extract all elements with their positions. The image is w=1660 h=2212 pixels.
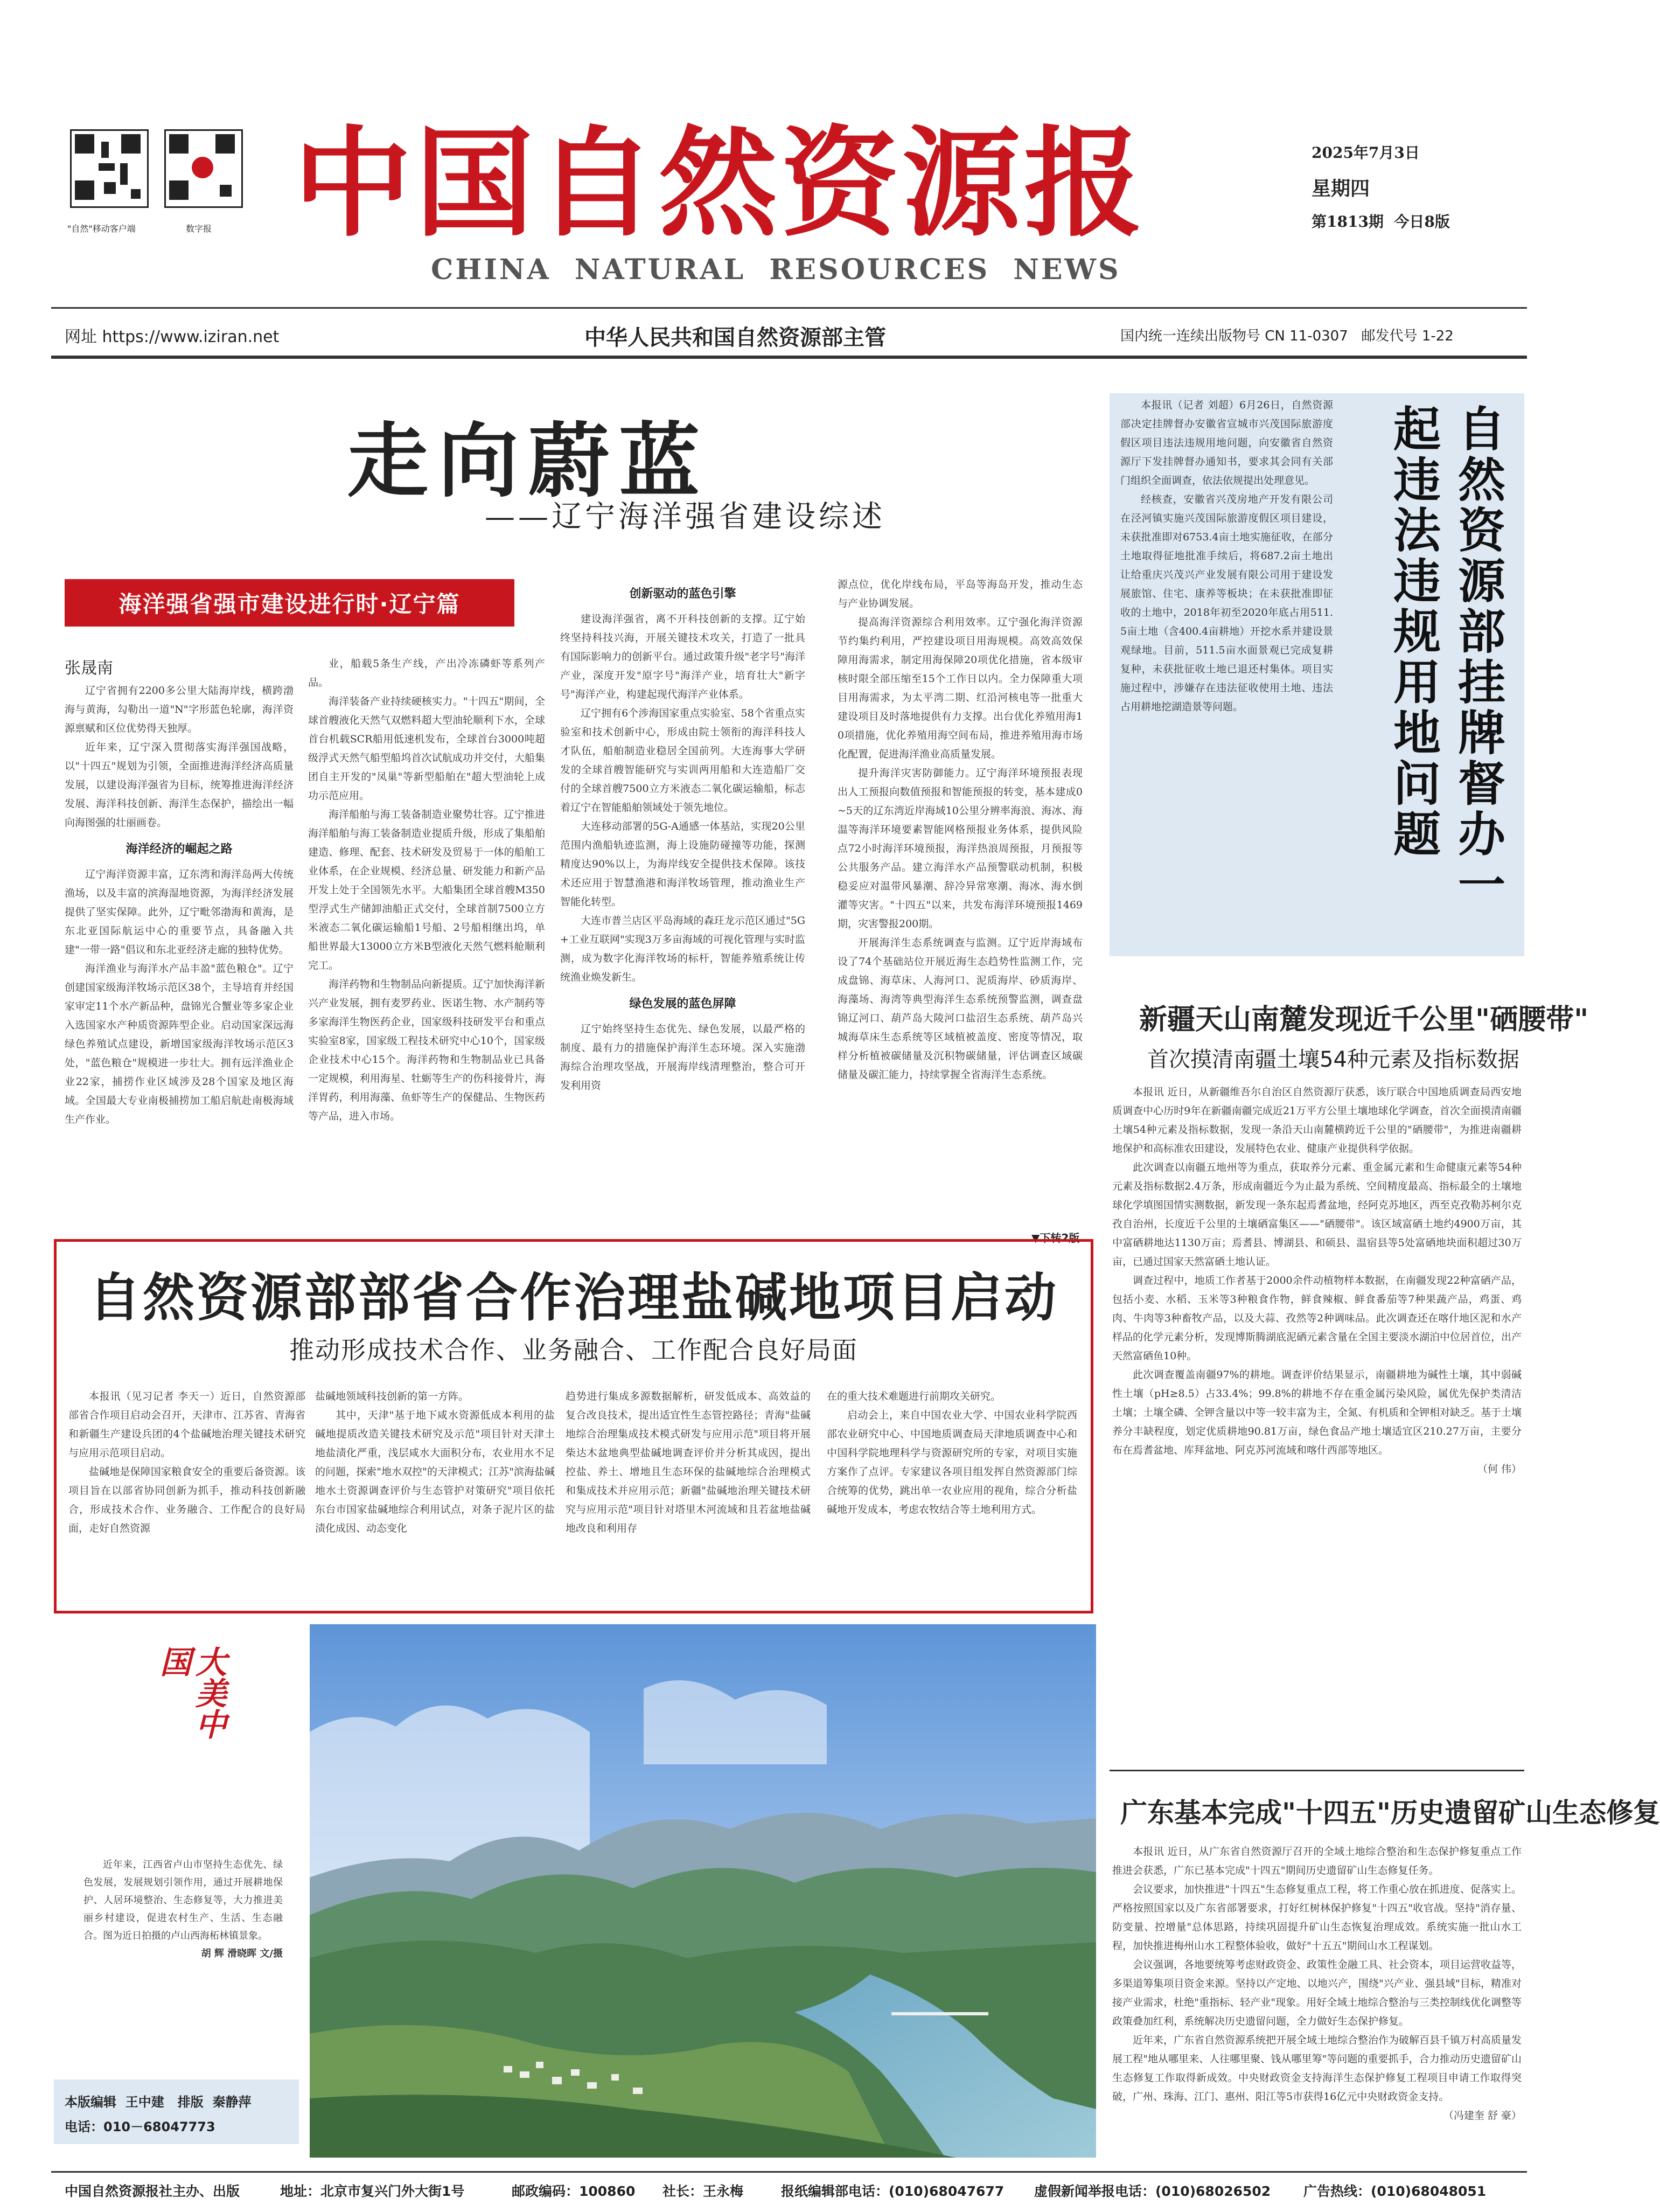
- lead-column-1: [65, 681, 294, 1129]
- footer-ad-phone: 广告热线：(010)68048051: [1303, 2183, 1487, 2199]
- xinjiang-paragraph: 调查过程中，地质工作者基于2000余件动植物样本数据，在南疆发现22种富硒产品，包括小麦、水稻、玉米等3种粮食作物，鲜食辣椒、鲜食番茄等7种果蔬产品，鸡蛋、鸡肉、牛肉等3种畜牧产品，以及大蒜、孜然等2种调味品。此次调查还在喀什地区泥和水产样品的化学元素分析，发现博斯腾湖底泥硒元素含量在全国主要淡水湖泊中位居首位，出产天然富硒鱼10种。: [1112, 1275, 1522, 1362]
- guangdong-headline: 广东基本完成"十四五"历史遗留矿山生态修复: [1120, 1797, 1660, 1828]
- newspaper-title-en: CHINA NATURAL RESOURCES NEWS: [431, 253, 1121, 286]
- xinjiang-paragraph: 此次调查覆盖南疆97%的耕地。调查评价结果显示，南疆耕地为碱性土壤，其中弱碱性土壤（pH≥8.5）占33.4%；99.8%的耕地不存在重金属污染风险，属优先保护类清洁土壤；土壤全磷、全钾含量以中等一较丰富为主，全氮、有机质和全钾相对缺乏。基于土壤养分丰缺程度，划定优质耕地90.81万亩，绿色食品产地土壤适宜区210.27万亩，主要分布在焉耆盆地、库拜盆地、阿克苏河流域和喀什西部等地区。: [1112, 1369, 1522, 1456]
- saline-paragraph: 盐碱地领域科技创新的第一方阵。: [315, 1390, 469, 1402]
- xinjiang-headline: 新疆天山南麓发现近千公里"硒腰带": [1139, 1003, 1589, 1036]
- photo-caption: [83, 1856, 283, 1963]
- xinjiang-byline: （何 伟）: [1477, 1463, 1522, 1475]
- lead-paragraph: 大连移动部署的5G-A通感一体基站，实现20公里范围内渔船轨迹监测，海上设施防碰撞等功能，探测精度达90%以上，为海岸线安全提供技术保障。该技术还应用于智慧渔港和海洋牧场管理，推动渔业生产智能化转型。: [560, 820, 805, 908]
- beautiful-china-logo: [118, 1646, 226, 1770]
- saline-paragraph: 盐碱地是保障国家粮食安全的重要后备资源。该项目旨在以部省协同创新为抓手，推动科技创新融合，形成技术合作、业务融合、工作配合的良好局面，走好自然资源: [68, 1466, 305, 1534]
- footer-publisher: 中国自然资源报社主办、出版: [65, 2183, 240, 2199]
- sponsor-line: 中华人民共和国自然资源部主管: [584, 325, 886, 350]
- photo-credit: 胡 辉 滑晓晖 文/摄: [201, 1948, 283, 1959]
- lead-paragraph: 业，船载5条生产线，产出冷冻磷虾等系列产品。: [308, 658, 545, 688]
- lead-subhead: 创新驱动的蓝色引擎: [629, 587, 736, 601]
- saline-column-1: [68, 1387, 305, 1538]
- sidebar-text: [1120, 396, 1333, 717]
- lead-paragraph: 大连市普兰店区平岛海域的森玨龙示范区通过"5G+工业互联网"实现3万多亩海域的可视化管理与实时监测，成为数字化海洋牧场的标杆，智能养殖系统让传统渔业焕发新生。: [560, 915, 805, 983]
- guangdong-paragraph: 会议强调，各地要统筹考虑财政资金、政策性金融工具、社会资本，项目运营收益等，多渠道筹集项目资金来源。坚持以产定地、以地兴产，围绕"兴产业、强县域"目标，精准对接产业需求，杜绝"重指标、轻产业"现象。用好全域土地综合整治与三类控制线优化调整等政策叠加红利，系统解决历史遗留问题，全力做好生态保护修复。: [1112, 1959, 1522, 2027]
- guangdong-byline: （冯建奎 舒 豪）: [1443, 2110, 1522, 2121]
- landscape-photo-graphic: [310, 1624, 1096, 2158]
- footer-postcode: 邮政编码：100860: [512, 2183, 636, 2199]
- xinjiang-subheadline: 首次摸清南疆土壤54种元素及指标数据: [1147, 1047, 1519, 1072]
- lead-paragraph: 开展海洋生态系统调查与监测。辽宁近岸海域布设了74个基础站位开展近海生态趋势性监测工作，完成盘锦、海草床、人海河口、泥质海岸、砂质海岸、海藻场、海湾等典型海洋生态系统预警监测，调查盘锦辽河口、葫芦岛大陵河口盐沼生态系统、葫芦岛兴城海草床生态系统等区域植被盖度、密度等情况，取样分析植被碳储量及沉积物碳储量，评估调查区域碳储量及碳汇能力，持续掌握全省海洋生态系统。: [838, 937, 1083, 1081]
- saline-paragraph: 在的重大技术难题进行前期攻关研究。: [827, 1390, 1001, 1402]
- saline-column-2: [315, 1387, 555, 1538]
- guangdong-body: [1112, 1842, 1522, 2125]
- issue-weekday: 星期四: [1312, 177, 1370, 200]
- lead-paragraph: 提高海洋资源综合利用效率。辽宁强化海洋资源节约集约利用，严控建设项目用海规模。高效高效保障用海需求，制定用海保障20项优化措施，省本级审核时限全部压缩至15个工作日以内。全力保障重大项目用海需求，为太平湾二期、红沿河核电等一批重大建设项目及时落地提供有力支撑。出台优化养殖用海10项措施，优化养殖用海空间布局，推进养殖用海市场化配置，促进海洋渔业高质量发展。: [838, 616, 1083, 760]
- sidebar-paragraph: 本报讯（记者 刘超）6月26日，自然资源部决定挂牌督办安徽省宣城市兴茂国际旅游度假区项目违法违规用地问题，向安徽省自然资源厅下发挂牌督办通知书，要求其会同有关部门组织全面调查，依法依规提出处理意见。: [1120, 399, 1333, 486]
- xinjiang-paragraph: 本报讯 近日，从新疆维吾尔自治区自然资源厅获悉，该厅联合中国地质调查局西安地质调查中心历时9年在新疆南疆完成近21万平方公里土壤地球化学调查，首次全面摸清南疆土壤54种元素及指标数据，发现一条沿天山南麓横跨近千公里的"硒腰带"，为推进南疆耕地保护和高标准农田建设，发展特色农业、健康产业提供科学依据。: [1112, 1086, 1522, 1154]
- saline-paragraph: 其中，天津"基于地下咸水资源低成本利用的盐碱地提质改造关键技术研究及示范"项目针对天津土地盐渍化严重，浅层咸水大面积分布，农业用水不足的问题，探索"地水双控"的天津模式；江苏"滨海盐碱地水土资源调查评价与生态管护对策研究"项目依托东台市国家盐碱地综合利用试点，对条子泥片区的盐渍化成因、动态变化: [315, 1409, 555, 1534]
- saline-column-3: [566, 1387, 811, 1538]
- lead-author: 张晟南: [65, 659, 113, 678]
- sidebar-box: [1110, 393, 1524, 956]
- saline-column-4: [827, 1387, 1077, 1519]
- saline-paragraph: 本报讯（见习记者 李天一）近日，自然资源部部省合作项目启动会召开，天津市、江苏省、青海省和新疆生产建设兵团的4个盐碱地治理关键技术研究与应用示范项目启动。: [68, 1390, 305, 1459]
- lead-subhead: 海洋经济的崛起之路: [125, 842, 233, 856]
- sidebar-paragraph: 经核查，安徽省兴茂房地产开发有限公司在泾河镇实施兴茂国际旅游度假区项目建设，未获批准即对6753.4亩土地实施征收，在部分土地取得征地批准手续后，将687.2亩土地出让给重庆兴茂兴产业发展有限公司用于建设发展旅馆、住宅、康养等板块；在未获批准即征收的土地中，2018年初至2020年底占用511.5亩土地（含400.4亩耕地）开挖水系并建设景观绿地。目前，511.5亩水面景观已完成复耕复种，未获批征收土地已退还村集体。项目实施过程中，涉嫌存在违法征收使用土地、违法占用耕地挖湖造景等问题。: [1120, 493, 1333, 713]
- logo-text: 大美中国: [155, 1646, 227, 1740]
- serial-number: 国内统一连续出版物号 CN 11-0307 邮发代号 1-22: [1120, 328, 1454, 344]
- xinjiang-body: [1112, 1083, 1522, 1479]
- lead-paragraph: 辽宁海洋资源丰富，辽东湾和海洋岛两大传统渔场，以及丰富的滨海湿地资源，为海洋经济发展提供了坚实保障。此外，辽宁毗邻渤海和黄海，是东北亚国际航运中心的重要节点，具备融入共建"一带一路"倡议和东北亚经济走廊的独特优势。: [65, 868, 294, 956]
- saline-headline: 自然资源部部省合作治理盐碱地项目启动: [89, 1267, 1058, 1328]
- lead-paragraph: 海洋装备产业持续硬核实力。"十四五"期间，全球首艘液化天然气双燃料超大型油轮顺利下水，全球首台机载SCR船用低速机发布，全球首台3000吨超级浮式天然气船型船坞首次试航成功并交付，大船集团自主开发的"凤巢"等新型船舶在"超大型油轮上成功示范应用。: [308, 695, 545, 802]
- lead-column-4: [838, 575, 1083, 1084]
- qr-code-digital[interactable]: [164, 129, 243, 208]
- editor-phone: 电话：010－68047773: [65, 2119, 215, 2134]
- saline-paragraph: 启动会上，来自中国农业大学、中国农业科学院西部农业研究中心、中国地质调查局天津地质调查中心和中国科学院地理科学与资源研究所的专家，对项目实施方案作了点评。专家建议各项目组发挥自然资源部门综合统筹的优势，跳出单一农业应用的视角，综合分析盐碱地开发成本，考虑农牧结合等土地利用方式。: [827, 1409, 1077, 1515]
- lead-paragraph: 海洋船舶与海工装备制造业聚势壮容。辽宁推进海洋船舶与海工装备制造业提质升级，形成了集船舶建造、修理、配套、技术研发及贸易于一体的船舶工业体系，在企业规模、经济总量、研发能力和新产品开发上处于全国领先水平。大船集团全球首艘M350型浮式生产储卸油船正式交付，全球首制7500立方米液态二氧化碳运输船1号船、2号船相继出坞，单船世界最大13000立方米B型液化天然气燃料舱顺利完工。: [308, 809, 545, 971]
- website-link[interactable]: 网址 https://www.iziran.net: [65, 328, 280, 346]
- guangdong-paragraph: 会议要求，加快推进"十四五"生态修复重点工程，将工作重心放在抓进度、促落实上。严格按照国家以及广东省部署要求，打好红树林保护修复"十四五"收官战。坚持"消存量、防变量、控增量"总体思路，持续巩固提升矿山生态恢复治理成效。系统实施一批山水工程，加快推进梅州山水工程整体验收，做好"十五五"期间山水工程谋划。: [1112, 1883, 1522, 1952]
- lead-paragraph: 近年来，辽宁深入贯彻落实海洋强国战略，以"十四五"规划为引领，全面推进海洋经济高质量发展，以建设海洋强省为目标，统筹推进海洋经济发展、海洋科技创新、海洋生态保护，描绘出一幅向海图强的壮丽画卷。: [65, 741, 294, 829]
- footer-report-phone: 虚假新闻举报电话：(010)68026502: [1034, 2183, 1271, 2199]
- lead-paragraph: 海洋渔业与海洋水产品丰盈"蓝色粮仓"。辽宁创建国家级海洋牧场示范区38个，主导培育并经国家审定11个水产新品种，盘锦光合蟹业等多家企业入选国家水产种质资源阵型企业。启动国家深远海绿色养殖试点建设，新增国家级海洋牧场示范区3处，"蓝色粮仓"规模进一步壮大。拥有远洋渔业企业22家，捕捞作业区域涉及28个国家及地区海域。全国最大专业南极捕捞加工船启航赴南极海域生产作业。: [65, 963, 294, 1125]
- photo-caption-text: 近年来，江西省卢山市坚持生态优先、绿色发展，发展规划引领作用，通过开展耕地保护、人居环境整治、生态修复等，大力推进美丽乡村建设，促进农村生产、生活、生态融合。图为近日拍摄的卢山西海柘林镇景象。: [83, 1859, 283, 1942]
- sidebar-vertical-headline: 自然资源部挂牌督办一起违法违规用地问题: [1386, 404, 1506, 910]
- column-banner-text: 海洋强省强市建设进行时·辽宁篇: [118, 591, 461, 617]
- footer-editorial-phone: 报纸编辑部电话：(010)68047677: [781, 2183, 1005, 2199]
- issue-date: 2025年7月3日: [1312, 144, 1420, 162]
- qr-digital-label: 数字报: [186, 224, 212, 234]
- lead-paragraph: 辽宁省拥有2200多公里大陆海岸线，横跨渤海与黄海，勾勒出一道"N"字形蓝色轮廓，海洋资源禀赋和区位优势得天独厚。: [65, 685, 294, 734]
- lead-headline: 走向蔚蓝: [347, 414, 710, 509]
- lead-paragraph: 建设海洋强省，离不开科技创新的支撑。辽宁始终坚持科技兴海，开展关键技术攻关，打造了一批具有国际影响力的创新平台。通过政策升级"老字号"海洋产业，深度开发"原字号"海洋产业，培育壮大"新字号"海洋产业，构建起现代海洋产业体系。: [560, 613, 805, 700]
- editor-line: 本版编辑 王中建 排版 秦静萍: [65, 2095, 252, 2110]
- qr-code-app[interactable]: [70, 129, 149, 208]
- lead-paragraph: 辽宁始终坚持生态优先、绿色发展，以最严格的制度、最有力的措施保护海洋生态环境。深入实施渤海综合治理攻坚战，开展海岸线清理整治，整合可开发利用资: [560, 1023, 805, 1091]
- column-banner: [65, 579, 514, 627]
- lead-column-3: [560, 585, 805, 1095]
- qr-app-label: "自然"移动客户端: [67, 224, 136, 234]
- lead-paragraph: 提升海洋灾害防御能力。辽宁海洋环境预报表现出人工预报向数值预报和智能预报的转变，基本建成0~5天的辽东湾近岸海域10公里分辨率海浪、海冰、海温等海洋环境要素智能网格预报业务体系，提供风险点72小时海洋环境预报，海洋热浪周预报，月预报等公共服务产品。建立海洋水产品预警联动机制，积极稳妥应对温带风暴潮、辞冷异常寒潮、海冰、海水倒灌等灾害。"十四五"以来，共发布海洋环境预报1469期，灾害警报200期。: [838, 767, 1083, 930]
- issue-number: 第1813期 今日8版: [1312, 213, 1450, 231]
- landscape-photo[interactable]: [310, 1624, 1096, 2158]
- lead-paragraph: 辽宁拥有6个涉海国家重点实验室、58个省重点实验室和技术创新中心，形成由院士领衔的海洋科技人才队伍，船舶制造业稳居全国前列。大连海事大学研发的全球首艘智能研究与实训两用船和大连造船厂交付的全球首艘7500立方米液态二氧化碳运输船，标志着辽宁在智能船舶领域处于领先地位。: [560, 707, 805, 813]
- footer-president: 社长：王永梅: [662, 2183, 744, 2199]
- newspaper-title: 中国自然资源报: [294, 113, 1146, 253]
- lead-column-2: [308, 655, 545, 1126]
- lead-subheadline: ——辽宁海洋强省建设综述: [485, 499, 885, 534]
- lead-paragraph: 海洋药物和生物制品向新提质。辽宁加快海洋新兴产业发展，拥有麦罗药业、医诺生物、水产制药等多家海洋生物医药企业，国家级科技研发平台和重点实验室8家，国家级工程技术研究中心10个，国家级企业技术中心15个。海洋药物和生物制品业已具备一定规模，利用海星、牡蛎等生产的伤科接骨片，海洋胃药，利用海藻、鱼虾等生产的保健品、生物医药等产品，进入市场。: [308, 978, 545, 1122]
- xinjiang-paragraph: 此次调查以南疆五地州等为重点，获取养分元素、重金属元素和生命健康元素等54种元素及指标数据2.4万条，形成南疆近今为止最为系统、空间精度最高、指标最全的土壤地球化学填图国情实测数据，新发现一条东起焉耆盆地，经阿克苏地区，西至克孜勒苏柯尔克孜自治州，长度近千公里的土壤硒富集区——"硒腰带"。该区域富硒土地约4900万亩，其中富硒耕地达1130万亩；焉耆县、博湖县、和硕县、温宿县等5处富硒地块面积超过30万亩，已通过国家天然富硒土地认证。: [1112, 1161, 1522, 1268]
- lead-paragraph: 源点位，优化岸线布局，平岛等海岛开发，推动生态与产业协调发展。: [838, 579, 1083, 609]
- footer-address: 地址：北京市复兴门外大街1号: [280, 2183, 465, 2199]
- editor-box: [54, 2079, 299, 2144]
- guangdong-paragraph: 近年来，广东省自然资源系统把开展全域土地综合整治作为破解百县千镇万村高质量发展工程"地从哪里来、人往哪里聚、钱从哪里筹"等问题的重要抓手，合力推动历史遗留矿山生态修复工作取得新成效。中央财政资金支持海洋生态保护修复工程项目申请工作取得突破，广州、珠海、江门、惠州、阳江等5市获得16亿元中央财政资金支持。: [1112, 2034, 1522, 2103]
- saline-subheadline: 推动形成技术合作、业务融合、工作配合良好局面: [289, 1335, 858, 1365]
- continued-link[interactable]: ▼下转2版: [1031, 1232, 1080, 1244]
- saline-paragraph: 趋势进行集成多源数据解析，研发低成本、高效益的复合改良技术，提出适宜性生态管控路径；青海"盐碱地综合治理集成技术模式研发与应用示范"项目将开展柴达木盆地典型盐碱地调查评价并分析其成因，提出控盐、养土、增地且生态环保的盐碱地综合治理模式和集成技术并应用示范；新疆"盐碱地治理关键技术研究与应用示范"项目针对塔里木河流域和且若盆地盐碱地改良和利用存: [566, 1390, 811, 1534]
- guangdong-paragraph: 本报讯 近日，从广东省自然资源厅召开的全域土地综合整治和生态保护修复重点工作推进会获悉，广东已基本完成"十四五"期间历史遗留矿山生态修复任务。: [1112, 1846, 1522, 1876]
- lead-subhead: 绿色发展的蓝色屏障: [629, 997, 736, 1011]
- saline-box: [54, 1239, 1093, 1613]
